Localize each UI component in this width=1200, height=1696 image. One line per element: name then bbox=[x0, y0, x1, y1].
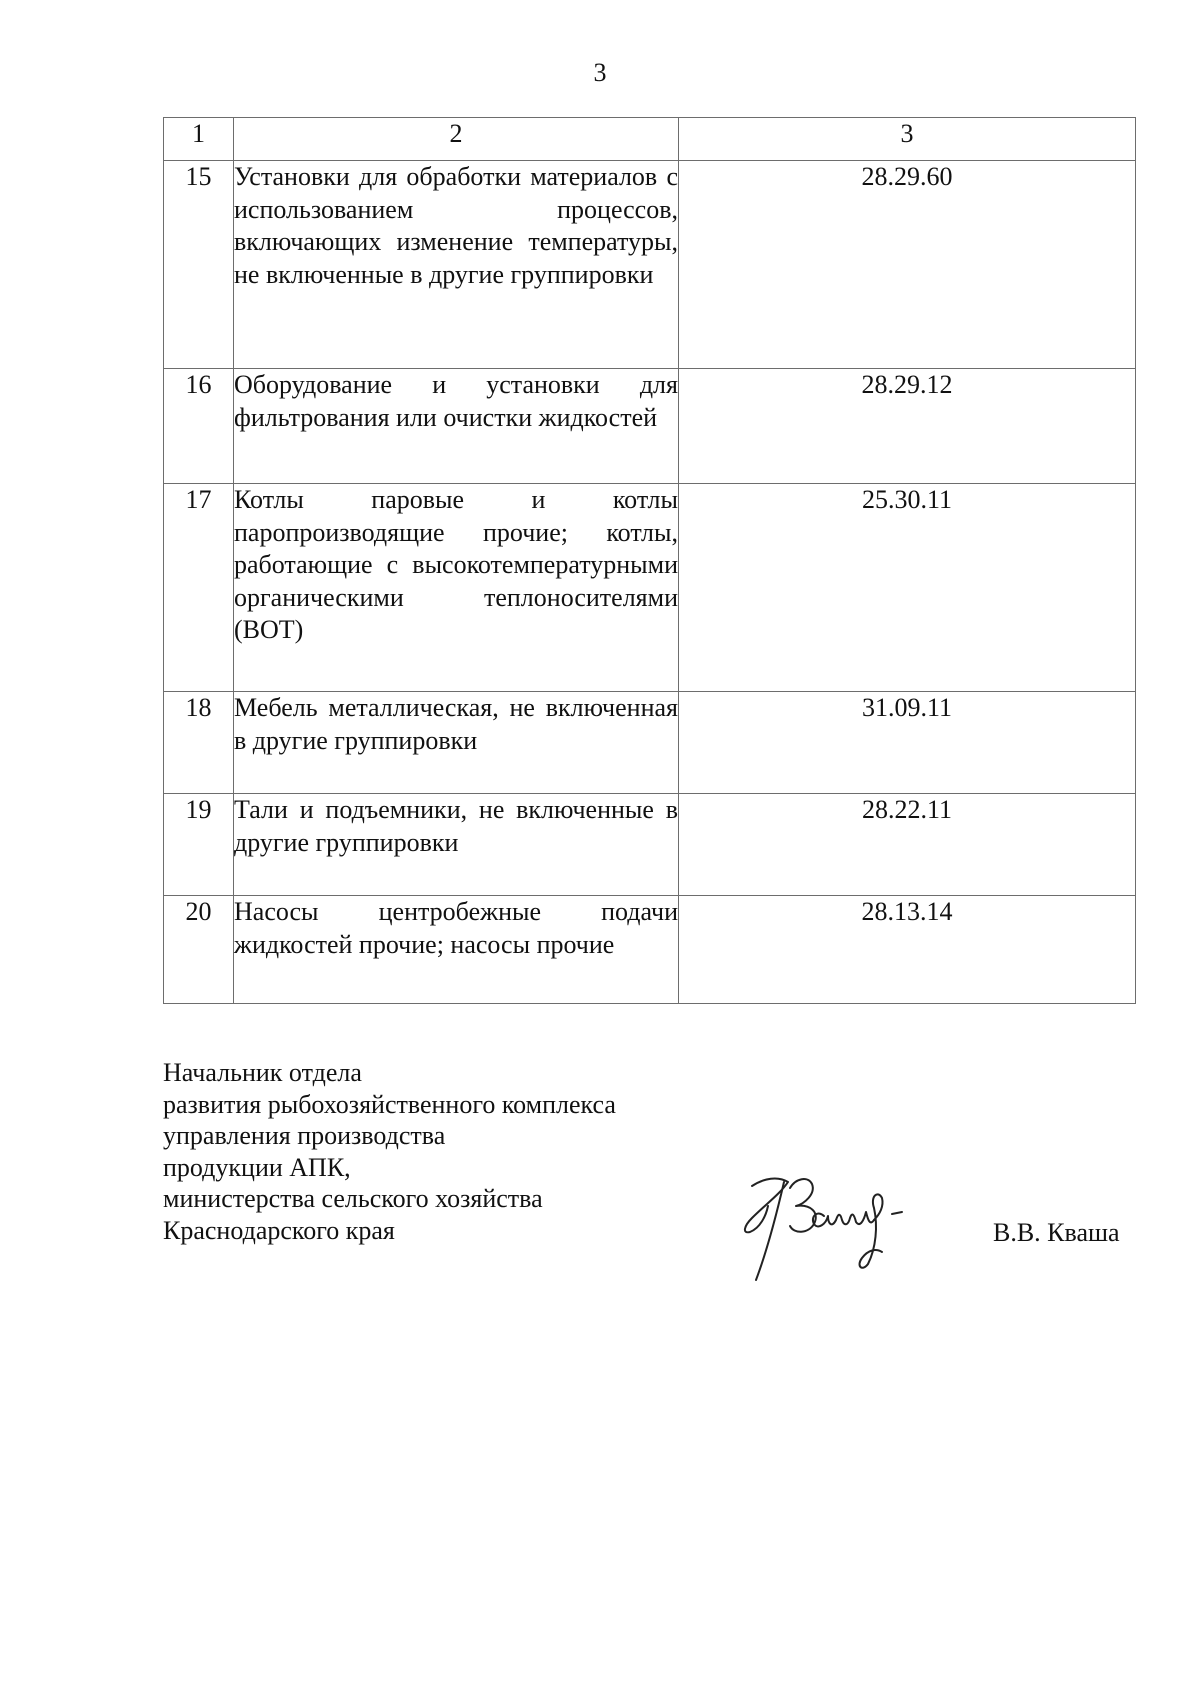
signatory-title-line: управления производства bbox=[163, 1121, 446, 1150]
handwritten-signature bbox=[730, 1168, 930, 1288]
table-body bbox=[164, 161, 1136, 1004]
codes-table bbox=[163, 117, 1136, 1004]
table-header bbox=[164, 118, 1136, 161]
row-number: 17 bbox=[164, 484, 234, 692]
row-number: 16 bbox=[164, 369, 234, 484]
header-col-code: 3 bbox=[679, 118, 1136, 161]
signatory-title-line: Начальник отдела bbox=[163, 1058, 362, 1087]
row-code: 25.30.11 bbox=[679, 484, 1136, 692]
header-col-number: 1 bbox=[164, 118, 234, 161]
signatory-title-line: продукции АПК, bbox=[163, 1152, 351, 1182]
table-row bbox=[164, 161, 1136, 369]
table-row bbox=[164, 369, 1136, 484]
header-col-name: 2 bbox=[234, 118, 679, 161]
row-code: 28.29.60 bbox=[679, 161, 1136, 369]
signatory-title-line: министерства сельского хозяйства bbox=[163, 1184, 543, 1213]
row-code: 28.29.12 bbox=[679, 369, 1136, 484]
row-name: Установки для обработки материалов с использованием процессов, включающих изменение температуры, не включенные в другие группировки bbox=[234, 161, 679, 369]
row-name: Оборудование и установки для фильтрования или очистки жидкостей bbox=[234, 369, 679, 484]
row-code: 28.13.14 bbox=[679, 896, 1136, 1004]
table-row bbox=[164, 896, 1136, 1004]
row-name: Котлы паровые и котлы паропроизводящие прочие; котлы, работающие с высокотемпературными органическими теплоносителями (ВОТ) bbox=[234, 484, 679, 692]
row-name: Насосы центробежные подачи жидкостей прочие; насосы прочие bbox=[234, 896, 679, 1004]
signatory-title bbox=[163, 1057, 616, 1246]
row-number: 18 bbox=[164, 692, 234, 794]
signatory-title-line: Краснодарского края bbox=[163, 1215, 395, 1245]
row-number: 20 bbox=[164, 896, 234, 1004]
header-row bbox=[164, 118, 1136, 161]
row-number: 15 bbox=[164, 161, 234, 369]
row-code: 28.22.11 bbox=[679, 794, 1136, 896]
signer-name: В.В. Кваша bbox=[993, 1218, 1120, 1247]
row-name: Тали и подъемники, не включенные в другие группировки bbox=[234, 794, 679, 896]
page-number: 3 bbox=[593, 58, 607, 87]
table-row bbox=[164, 794, 1136, 896]
table-row bbox=[164, 484, 1136, 692]
table-row bbox=[164, 692, 1136, 794]
signatory-title-line: развития рыбохозяйственного комплекса bbox=[163, 1089, 616, 1119]
row-name: Мебель металлическая, не включенная в другие группировки bbox=[234, 692, 679, 794]
row-code: 31.09.11 bbox=[679, 692, 1136, 794]
row-number: 19 bbox=[164, 794, 234, 896]
